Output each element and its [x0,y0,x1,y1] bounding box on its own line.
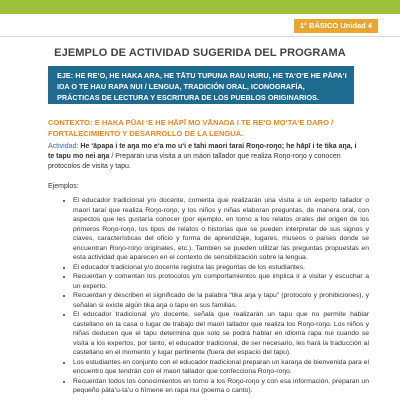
activity-spanish-text: / Preparan una visita a un máori tallador que realiza Roŋo-roŋo y conocen protocolos de visita y tapu. [48,153,341,171]
activity-rapanui-text: He ʻāpapa i te aŋa mo eʻa mo uʻi e tahi maori taraí Roŋo-roŋo; he hāpī i te tika aŋa, i te tapu mo nei aŋa [48,143,357,161]
example-item: • El educador tradicional y/o docente registra las preguntas de los estudiantes. [73,263,369,273]
unit-badge: 1° BÁSICO Unidad 4 [294,19,378,33]
context-heading: CONTEXTO: E HAKA PŪAI ʻE HE HĀPĪ MO VĀNAŊA I TE REʻO MOʻTAʻE ŊARO / FORTALECIMIENTO Y DESARROLLO DE LA LENGUA. [48,118,334,138]
example-item: • Los estudiantes en conjunto con el educador tradicional preparan un karaŋa de bienvenida para el encuentro que tendrán con el maori tallador que confecciona Roŋo-roŋo. [73,358,369,377]
example-item: • Recuerdan y comentan los protocolos y/o comportamientos que implica ir a visitar y escuchar a un experto. [73,272,369,291]
examples-title: Ejemplos: [48,183,79,190]
activity-label: Actividad: [48,143,79,150]
top-bar [0,0,400,37]
header-divider [0,36,400,37]
example-item: • Recuerdan todos los conocimientos en torno a los Roŋo-roŋo y con esa información, preparan un pequeño pātaʻu-taʻu o hīmene en rapa nui (poema o canto). [73,377,369,396]
example-item: • Recuerdan y describen el significado de la palabra “tika aŋa y tapu” (protocolo y prohibiciones), y señalan si existe algún tika aŋa o tapu en sus familias. [73,291,369,310]
examples-list [62,196,369,396]
activity-paragraph [48,142,358,173]
example-item: • El educador tradicional y/o docente, señala que realizarán un tapu que no permite hablar castellano en la casa o lugar de trabajo del maori tallador que realiza los Roŋo-roŋo. Los niños y niñas deducen que el tapu determina que solo se podrá hablar en idioma rapa nui cuando se visita a los expertos, por tanto, el educador tradicional, de ser necesario, les hará la traducción al castellano en el momento y lugar pertinente (fuera del espacio del tapu). [73,310,369,358]
document-title: EJEMPLO DE ACTIVIDAD SUGERIDA DEL PROGRAMA [54,47,346,59]
header-green-strip [0,0,400,14]
example-item: • El educador tradicional y/o docente, comenta que realizarán una visita a un experto tallador o maori taraí que realiza Roŋo-roŋo, y los niños y niñas elaboran preguntas, de manera oral, con aspectos que les gustaría conocer (por ejemplo, en torno a los relatos orales del origen de los primeros Roŋo-roŋo, los tipos de relatos o historias que se pueden interpretar de sus signos y claves, características del oficio y forma de aprendizaje, lugares, museos o países donde se encuentran Roŋo-roŋo originales, etc.). También se pueden utilizar las preguntas propuestas en esta actividad que aparecen en el contexto de sensibilización sobre la lengua. [73,196,369,263]
eje-box: EJE: HE REʻO, HE HAKA ARA, HE TĀTU TUPUNA RAU HURU, HE TAʻOʻE HE PĀPAʻI IŊA O TE HAU RAPA NUI / LENGUA, TRADICIÓN ORAL, ICONOGRAFÍA, PRÁCTICAS DE LECTURA Y ESCRITURA DE LOS PUEBLOS ORIGINARIOS. [48,66,354,104]
